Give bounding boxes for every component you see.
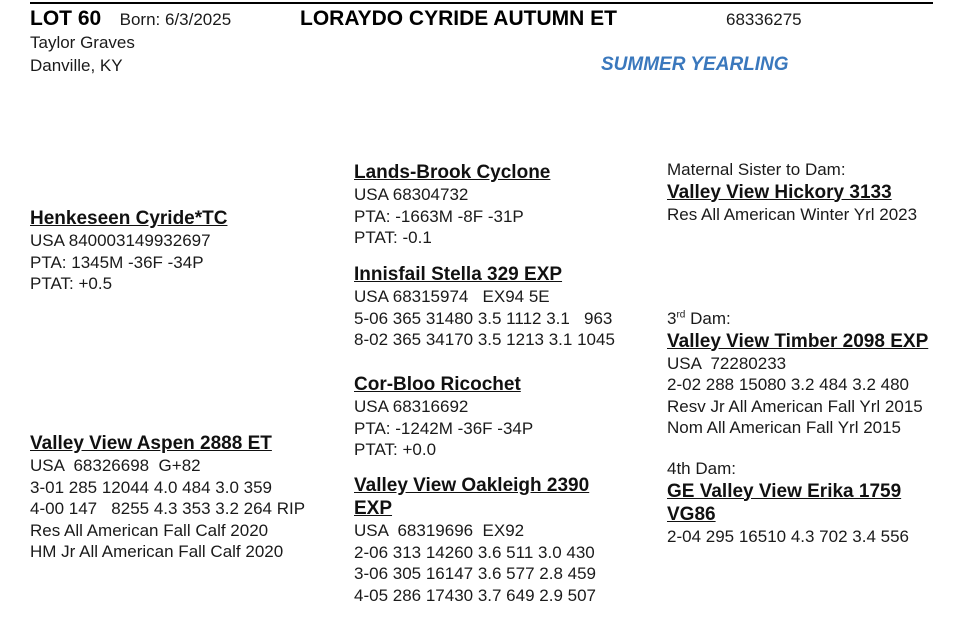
dam-record: 4-00 147 8255 4.3 353 3.2 264 RIP xyxy=(30,499,306,518)
sires-sire-pta: PTA: -1663M -8F -31P xyxy=(354,206,524,226)
third-dam-award: Resv Jr All American Fall Yrl 2015 xyxy=(667,396,923,416)
dams-dam-name-suffix: EXP xyxy=(354,498,393,519)
fourth-dam-classification: VG86 xyxy=(667,503,716,525)
sire-pta: PTA: 1345M -36F -34P xyxy=(30,252,204,272)
consignor-name: Taylor Graves xyxy=(30,33,135,52)
dams-sire-name: Cor-Bloo Ricochet xyxy=(354,374,521,395)
sires-sire-ptat: PTAT: -0.1 xyxy=(354,228,432,247)
dams-dam-registration: USA 68319696 EX92 xyxy=(354,521,525,540)
third-dam-block xyxy=(667,308,928,439)
birth-date: Born: 6/3/2025 xyxy=(119,10,232,29)
dam-award: HM Jr All American Fall Calf 2020 xyxy=(30,542,284,561)
consignor-location: Danville, KY xyxy=(30,56,123,75)
sires-dam-record: 5-06 365 31480 3.5 1112 3.1 963 xyxy=(354,308,613,328)
class-label: SUMMER YEARLING xyxy=(601,54,789,75)
sires-dam-name: Innisfail Stella 329 EXP xyxy=(354,264,563,285)
dam-record: 3-01 285 12044 4.0 484 3.0 359 xyxy=(30,477,272,497)
sire-block xyxy=(30,207,227,295)
dams-dam-record: 4-05 286 17430 3.7 649 2.9 507 xyxy=(354,585,596,605)
dams-sire-pta: PTA: -1242M -36F -34P xyxy=(354,418,534,438)
fourth-dam-heading: 4th Dam: xyxy=(667,459,736,478)
fourth-dam-name: GE Valley View Erika 1759 xyxy=(667,480,902,502)
animal-name: LORAYDO CYRIDE AUTUMN ET xyxy=(300,7,617,30)
sire-name: Henkeseen Cyride*TC xyxy=(30,208,228,229)
maternal-sister-award: Res All American Winter Yrl 2023 xyxy=(667,204,918,224)
sires-sire-block xyxy=(354,161,550,249)
fourth-dam-record: 2-04 295 16510 4.3 702 3.4 556 xyxy=(667,526,909,546)
lot-number: LOT 60 xyxy=(30,7,102,30)
dams-dam-block xyxy=(354,474,596,606)
sires-dam-record: 8-02 365 34170 3.5 1213 3.1 1045 xyxy=(354,330,615,349)
top-rule xyxy=(30,2,933,4)
dams-sire-ptat: PTAT: +0.0 xyxy=(354,440,437,459)
dam-registration: USA 68326698 G+82 xyxy=(30,456,201,475)
sire-ptat: PTAT: +0.5 xyxy=(30,274,113,293)
third-dam-record: 2-02 288 15080 3.2 484 3.2 480 xyxy=(667,375,909,394)
lot-header xyxy=(30,7,231,31)
registration-number: 68336275 xyxy=(726,10,802,29)
third-dam-award: Nom All American Fall Yrl 2015 xyxy=(667,418,902,437)
dams-dam-record: 2-06 313 14260 3.6 511 3.0 430 xyxy=(354,542,595,562)
maternal-sister-name: Valley View Hickory 3133 xyxy=(667,181,892,203)
dam-name: Valley View Aspen 2888 ET xyxy=(30,433,272,454)
sires-sire-name: Lands-Brook Cyclone xyxy=(354,162,551,183)
maternal-sister-block xyxy=(667,159,917,225)
dams-dam-record: 3-06 305 16147 3.6 577 2.8 459 xyxy=(354,564,596,583)
dams-sire-registration: USA 68316692 xyxy=(354,397,469,416)
sires-sire-registration: USA 68304732 xyxy=(354,185,469,204)
sires-dam-block xyxy=(354,263,615,351)
sires-dam-registration: USA 68315974 EX94 5E xyxy=(354,287,550,306)
dams-sire-block xyxy=(354,373,533,461)
third-dam-name: Valley View Timber 2098 EXP xyxy=(667,330,929,352)
dams-dam-name: Valley View Oakleigh 2390 xyxy=(354,475,590,496)
sire-registration: USA 840003149932697 xyxy=(30,231,211,250)
maternal-sister-heading: Maternal Sister to Dam: xyxy=(667,160,846,179)
third-dam-heading: 3rd Dam: xyxy=(667,309,731,328)
third-dam-registration: USA 72280233 xyxy=(667,353,787,373)
fourth-dam-block xyxy=(667,458,909,547)
dam-award: Res All American Fall Calf 2020 xyxy=(30,520,269,540)
dam-block xyxy=(30,432,305,563)
